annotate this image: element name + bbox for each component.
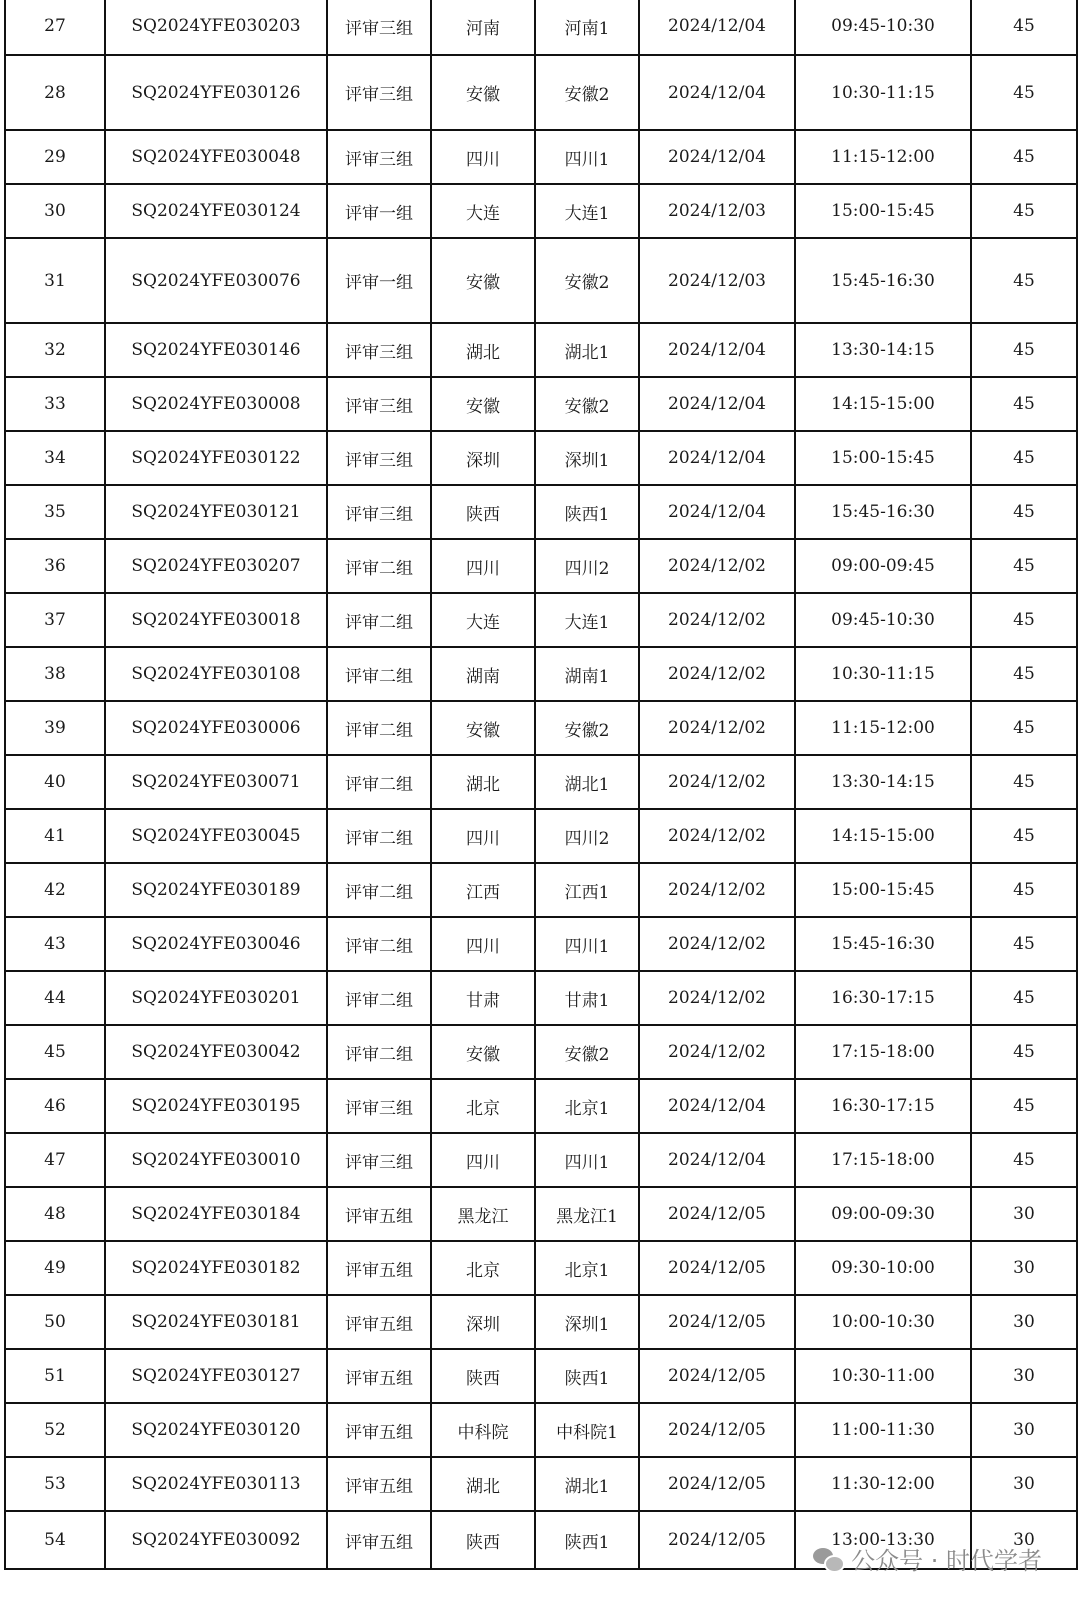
time-cell: 11:00-11:30 <box>795 1403 971 1457</box>
time-cell: 10:30-11:00 <box>795 1349 971 1403</box>
region-code-cell: 湖南1 <box>535 647 639 701</box>
group-cell: 评审三组 <box>327 0 431 55</box>
date-cell: 2024/12/02 <box>639 701 795 755</box>
duration-cell: 45 <box>971 1133 1077 1187</box>
seq-cell: 49 <box>5 1241 105 1295</box>
group-cell: 评审二组 <box>327 539 431 593</box>
time-cell: 09:45-10:30 <box>795 593 971 647</box>
region-code-cell: 安徽2 <box>535 1025 639 1079</box>
project-id-cell: SQ2024YFE030113 <box>105 1457 327 1511</box>
duration-cell: 45 <box>971 593 1077 647</box>
region-code-cell: 安徽2 <box>535 377 639 431</box>
table-row <box>5 1025 1077 1079</box>
group-cell: 评审二组 <box>327 917 431 971</box>
time-cell: 15:00-15:45 <box>795 863 971 917</box>
duration-cell: 45 <box>971 0 1077 55</box>
project-id-cell: SQ2024YFE030207 <box>105 539 327 593</box>
region-cell: 陕西 <box>431 1349 535 1403</box>
time-cell: 14:15-15:00 <box>795 809 971 863</box>
region-code-cell: 湖北1 <box>535 755 639 809</box>
project-id-cell: SQ2024YFE030042 <box>105 1025 327 1079</box>
duration-cell: 30 <box>971 1403 1077 1457</box>
region-code-cell: 四川1 <box>535 1133 639 1187</box>
region-cell: 四川 <box>431 809 535 863</box>
duration-cell: 45 <box>971 809 1077 863</box>
region-code-cell: 江西1 <box>535 863 639 917</box>
project-id-cell: SQ2024YFE030076 <box>105 238 327 323</box>
time-cell: 15:00-15:45 <box>795 184 971 238</box>
duration-cell: 45 <box>971 184 1077 238</box>
duration-cell: 45 <box>971 647 1077 701</box>
region-cell: 四川 <box>431 1133 535 1187</box>
group-cell: 评审二组 <box>327 971 431 1025</box>
region-code-cell: 四川2 <box>535 539 639 593</box>
seq-cell: 33 <box>5 377 105 431</box>
time-cell: 09:00-09:45 <box>795 539 971 593</box>
date-cell: 2024/12/02 <box>639 863 795 917</box>
group-cell: 评审二组 <box>327 755 431 809</box>
region-code-cell: 大连1 <box>535 593 639 647</box>
seq-cell: 34 <box>5 431 105 485</box>
table-row <box>5 130 1077 184</box>
time-cell: 09:45-10:30 <box>795 0 971 55</box>
schedule-table <box>4 0 1078 1570</box>
group-cell: 评审三组 <box>327 130 431 184</box>
duration-cell: 45 <box>971 485 1077 539</box>
project-id-cell: SQ2024YFE030018 <box>105 593 327 647</box>
region-cell: 大连 <box>431 184 535 238</box>
project-id-cell: SQ2024YFE030120 <box>105 1403 327 1457</box>
project-id-cell: SQ2024YFE030006 <box>105 701 327 755</box>
region-cell: 深圳 <box>431 1295 535 1349</box>
region-code-cell: 四川1 <box>535 130 639 184</box>
project-id-cell: SQ2024YFE030121 <box>105 485 327 539</box>
time-cell: 17:15-18:00 <box>795 1133 971 1187</box>
date-cell: 2024/12/04 <box>639 130 795 184</box>
region-code-cell: 中科院1 <box>535 1403 639 1457</box>
region-cell: 四川 <box>431 539 535 593</box>
schedule-table-body <box>5 0 1077 1569</box>
time-cell: 11:15-12:00 <box>795 701 971 755</box>
table-row <box>5 238 1077 323</box>
group-cell: 评审五组 <box>327 1349 431 1403</box>
duration-cell: 45 <box>971 539 1077 593</box>
seq-cell: 28 <box>5 55 105 130</box>
seq-cell: 46 <box>5 1079 105 1133</box>
time-cell: 15:45-16:30 <box>795 917 971 971</box>
project-id-cell: SQ2024YFE030092 <box>105 1511 327 1569</box>
region-code-cell: 湖北1 <box>535 323 639 377</box>
date-cell: 2024/12/03 <box>639 184 795 238</box>
region-code-cell: 安徽2 <box>535 238 639 323</box>
date-cell: 2024/12/04 <box>639 1133 795 1187</box>
duration-cell: 45 <box>971 971 1077 1025</box>
region-cell: 安徽 <box>431 701 535 755</box>
seq-cell: 30 <box>5 184 105 238</box>
table-row <box>5 701 1077 755</box>
region-cell: 河南 <box>431 0 535 55</box>
watermark <box>813 1541 1042 1576</box>
seq-cell: 53 <box>5 1457 105 1511</box>
seq-cell: 35 <box>5 485 105 539</box>
date-cell: 2024/12/04 <box>639 377 795 431</box>
project-id-cell: SQ2024YFE030045 <box>105 809 327 863</box>
date-cell: 2024/12/02 <box>639 1025 795 1079</box>
seq-cell: 48 <box>5 1187 105 1241</box>
region-cell: 北京 <box>431 1079 535 1133</box>
table-row <box>5 917 1077 971</box>
group-cell: 评审二组 <box>327 809 431 863</box>
group-cell: 评审五组 <box>327 1511 431 1569</box>
date-cell: 2024/12/04 <box>639 1079 795 1133</box>
project-id-cell: SQ2024YFE030182 <box>105 1241 327 1295</box>
region-cell: 江西 <box>431 863 535 917</box>
duration-cell: 45 <box>971 1079 1077 1133</box>
group-cell: 评审三组 <box>327 377 431 431</box>
region-cell: 中科院 <box>431 1403 535 1457</box>
project-id-cell: SQ2024YFE030046 <box>105 917 327 971</box>
group-cell: 评审五组 <box>327 1295 431 1349</box>
region-cell: 湖北 <box>431 1457 535 1511</box>
seq-cell: 50 <box>5 1295 105 1349</box>
group-cell: 评审二组 <box>327 647 431 701</box>
duration-cell: 45 <box>971 377 1077 431</box>
date-cell: 2024/12/04 <box>639 323 795 377</box>
table-row <box>5 323 1077 377</box>
table-row <box>5 755 1077 809</box>
group-cell: 评审一组 <box>327 238 431 323</box>
region-cell: 黑龙江 <box>431 1187 535 1241</box>
region-code-cell: 河南1 <box>535 0 639 55</box>
table-row <box>5 1187 1077 1241</box>
duration-cell: 45 <box>971 130 1077 184</box>
duration-cell: 30 <box>971 1511 1077 1569</box>
region-cell: 陕西 <box>431 485 535 539</box>
project-id-cell: SQ2024YFE030126 <box>105 55 327 130</box>
table-row <box>5 0 1077 55</box>
region-code-cell: 陕西1 <box>535 485 639 539</box>
group-cell: 评审二组 <box>327 701 431 755</box>
region-code-cell: 深圳1 <box>535 1295 639 1349</box>
region-code-cell: 北京1 <box>535 1241 639 1295</box>
seq-cell: 39 <box>5 701 105 755</box>
time-cell: 15:45-16:30 <box>795 485 971 539</box>
time-cell: 15:45-16:30 <box>795 238 971 323</box>
seq-cell: 37 <box>5 593 105 647</box>
duration-cell: 45 <box>971 238 1077 323</box>
group-cell: 评审二组 <box>327 863 431 917</box>
seq-cell: 36 <box>5 539 105 593</box>
table-row <box>5 647 1077 701</box>
date-cell: 2024/12/03 <box>639 238 795 323</box>
time-cell: 15:00-15:45 <box>795 431 971 485</box>
table-row <box>5 1295 1077 1349</box>
duration-cell: 45 <box>971 917 1077 971</box>
seq-cell: 44 <box>5 971 105 1025</box>
region-code-cell: 大连1 <box>535 184 639 238</box>
time-cell: 10:30-11:15 <box>795 55 971 130</box>
table-row <box>5 1241 1077 1295</box>
time-cell: 14:15-15:00 <box>795 377 971 431</box>
region-cell: 湖北 <box>431 755 535 809</box>
date-cell: 2024/12/05 <box>639 1457 795 1511</box>
date-cell: 2024/12/05 <box>639 1403 795 1457</box>
watermark-text: 公众号 · 时代学者 <box>851 1547 1042 1575</box>
project-id-cell: SQ2024YFE030048 <box>105 130 327 184</box>
date-cell: 2024/12/05 <box>639 1241 795 1295</box>
date-cell: 2024/12/02 <box>639 755 795 809</box>
region-code-cell: 四川2 <box>535 809 639 863</box>
date-cell: 2024/12/04 <box>639 431 795 485</box>
duration-cell: 30 <box>971 1457 1077 1511</box>
seq-cell: 41 <box>5 809 105 863</box>
date-cell: 2024/12/05 <box>639 1511 795 1569</box>
time-cell: 13:30-14:15 <box>795 755 971 809</box>
seq-cell: 54 <box>5 1511 105 1569</box>
time-cell: 11:30-12:00 <box>795 1457 971 1511</box>
project-id-cell: SQ2024YFE030189 <box>105 863 327 917</box>
date-cell: 2024/12/02 <box>639 647 795 701</box>
table-row <box>5 1133 1077 1187</box>
region-cell: 安徽 <box>431 55 535 130</box>
region-cell: 北京 <box>431 1241 535 1295</box>
project-id-cell: SQ2024YFE030146 <box>105 323 327 377</box>
seq-cell: 29 <box>5 130 105 184</box>
project-id-cell: SQ2024YFE030008 <box>105 377 327 431</box>
time-cell: 13:30-14:15 <box>795 323 971 377</box>
project-id-cell: SQ2024YFE030201 <box>105 971 327 1025</box>
project-id-cell: SQ2024YFE030127 <box>105 1349 327 1403</box>
project-id-cell: SQ2024YFE030203 <box>105 0 327 55</box>
duration-cell: 30 <box>971 1349 1077 1403</box>
group-cell: 评审五组 <box>327 1457 431 1511</box>
duration-cell: 45 <box>971 1025 1077 1079</box>
region-cell: 陕西 <box>431 1511 535 1569</box>
time-cell: 17:15-18:00 <box>795 1025 971 1079</box>
region-cell: 湖南 <box>431 647 535 701</box>
seq-cell: 43 <box>5 917 105 971</box>
project-id-cell: SQ2024YFE030108 <box>105 647 327 701</box>
region-cell: 四川 <box>431 130 535 184</box>
group-cell: 评审二组 <box>327 593 431 647</box>
date-cell: 2024/12/02 <box>639 809 795 863</box>
table-row <box>5 1079 1077 1133</box>
duration-cell: 45 <box>971 755 1077 809</box>
region-cell: 安徽 <box>431 238 535 323</box>
seq-cell: 47 <box>5 1133 105 1187</box>
group-cell: 评审三组 <box>327 431 431 485</box>
date-cell: 2024/12/02 <box>639 593 795 647</box>
time-cell: 13:00-13:30 <box>795 1511 971 1569</box>
region-cell: 安徽 <box>431 1025 535 1079</box>
date-cell: 2024/12/04 <box>639 485 795 539</box>
group-cell: 评审二组 <box>327 1025 431 1079</box>
time-cell: 10:00-10:30 <box>795 1295 971 1349</box>
region-code-cell: 安徽2 <box>535 701 639 755</box>
table-row <box>5 377 1077 431</box>
time-cell: 11:15-12:00 <box>795 130 971 184</box>
time-cell: 16:30-17:15 <box>795 1079 971 1133</box>
region-cell: 湖北 <box>431 323 535 377</box>
group-cell: 评审一组 <box>327 184 431 238</box>
table-row <box>5 971 1077 1025</box>
project-id-cell: SQ2024YFE030181 <box>105 1295 327 1349</box>
table-row <box>5 809 1077 863</box>
group-cell: 评审三组 <box>327 1079 431 1133</box>
date-cell: 2024/12/02 <box>639 971 795 1025</box>
region-code-cell: 陕西1 <box>535 1511 639 1569</box>
group-cell: 评审三组 <box>327 1133 431 1187</box>
region-code-cell: 甘肃1 <box>535 971 639 1025</box>
duration-cell: 45 <box>971 863 1077 917</box>
group-cell: 评审三组 <box>327 323 431 377</box>
date-cell: 2024/12/05 <box>639 1295 795 1349</box>
time-cell: 09:30-10:00 <box>795 1241 971 1295</box>
region-code-cell: 湖北1 <box>535 1457 639 1511</box>
seq-cell: 31 <box>5 238 105 323</box>
project-id-cell: SQ2024YFE030071 <box>105 755 327 809</box>
project-id-cell: SQ2024YFE030184 <box>105 1187 327 1241</box>
group-cell: 评审五组 <box>327 1403 431 1457</box>
region-cell: 安徽 <box>431 377 535 431</box>
table-row <box>5 1457 1077 1511</box>
seq-cell: 38 <box>5 647 105 701</box>
group-cell: 评审三组 <box>327 485 431 539</box>
date-cell: 2024/12/05 <box>639 1349 795 1403</box>
region-cell: 大连 <box>431 593 535 647</box>
date-cell: 2024/12/02 <box>639 917 795 971</box>
seq-cell: 27 <box>5 0 105 55</box>
region-cell: 四川 <box>431 917 535 971</box>
table-row <box>5 539 1077 593</box>
table-row <box>5 1349 1077 1403</box>
region-code-cell: 四川1 <box>535 917 639 971</box>
date-cell: 2024/12/04 <box>639 55 795 130</box>
seq-cell: 51 <box>5 1349 105 1403</box>
table-row <box>5 431 1077 485</box>
date-cell: 2024/12/02 <box>639 539 795 593</box>
table-row <box>5 55 1077 130</box>
group-cell: 评审三组 <box>327 55 431 130</box>
time-cell: 09:00-09:30 <box>795 1187 971 1241</box>
region-code-cell: 黑龙江1 <box>535 1187 639 1241</box>
project-id-cell: SQ2024YFE030122 <box>105 431 327 485</box>
region-code-cell: 深圳1 <box>535 431 639 485</box>
table-row <box>5 184 1077 238</box>
region-cell: 深圳 <box>431 431 535 485</box>
table-row <box>5 593 1077 647</box>
time-cell: 10:30-11:15 <box>795 647 971 701</box>
date-cell: 2024/12/05 <box>639 1187 795 1241</box>
duration-cell: 30 <box>971 1241 1077 1295</box>
region-code-cell: 陕西1 <box>535 1349 639 1403</box>
project-id-cell: SQ2024YFE030195 <box>105 1079 327 1133</box>
region-code-cell: 北京1 <box>535 1079 639 1133</box>
date-cell: 2024/12/04 <box>639 0 795 55</box>
seq-cell: 40 <box>5 755 105 809</box>
duration-cell: 30 <box>971 1187 1077 1241</box>
seq-cell: 52 <box>5 1403 105 1457</box>
table-row <box>5 1403 1077 1457</box>
group-cell: 评审五组 <box>327 1187 431 1241</box>
duration-cell: 30 <box>971 1295 1077 1349</box>
schedule-table-container <box>4 0 1076 1570</box>
region-cell: 甘肃 <box>431 971 535 1025</box>
project-id-cell: SQ2024YFE030010 <box>105 1133 327 1187</box>
table-row <box>5 863 1077 917</box>
table-row <box>5 485 1077 539</box>
region-code-cell: 安徽2 <box>535 55 639 130</box>
seq-cell: 45 <box>5 1025 105 1079</box>
duration-cell: 45 <box>971 431 1077 485</box>
duration-cell: 45 <box>971 55 1077 130</box>
project-id-cell: SQ2024YFE030124 <box>105 184 327 238</box>
wechat-icon <box>813 1546 843 1572</box>
time-cell: 16:30-17:15 <box>795 971 971 1025</box>
duration-cell: 45 <box>971 701 1077 755</box>
seq-cell: 32 <box>5 323 105 377</box>
seq-cell: 42 <box>5 863 105 917</box>
duration-cell: 45 <box>971 323 1077 377</box>
group-cell: 评审五组 <box>327 1241 431 1295</box>
